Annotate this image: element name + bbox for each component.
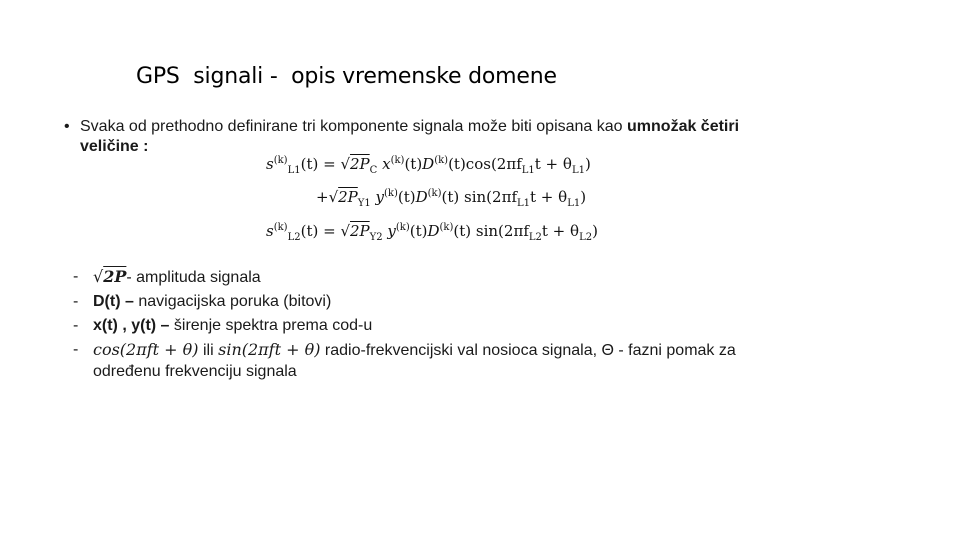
amplitude-sqrt-content: 2P bbox=[103, 267, 127, 286]
eq3-y-sup: (k) bbox=[395, 222, 410, 233]
eq3-rest: (t) sin(2πf bbox=[453, 222, 529, 240]
dash-marker: - bbox=[73, 317, 79, 334]
eq2-sqrt-sub: Y1 bbox=[357, 198, 371, 209]
navigation-term: D(t) – bbox=[93, 293, 134, 310]
carrier-text-2: određenu frekvenciju signala bbox=[93, 363, 297, 380]
eq1-f-sub: L1 bbox=[521, 165, 535, 176]
list-item-carrier bbox=[73, 339, 873, 382]
dash-marker: - bbox=[73, 293, 79, 310]
eq3-sqrt-sub: Y2 bbox=[369, 232, 383, 243]
eq3-close: ) bbox=[592, 222, 598, 240]
eq3-radical-sign: √ bbox=[340, 222, 351, 240]
eq2-close: ) bbox=[580, 188, 587, 206]
eq1-close: ) bbox=[584, 155, 591, 173]
eq1-t: (t) bbox=[404, 155, 423, 173]
eq1-sqrt-sub: C bbox=[369, 165, 378, 176]
eq1-lhs-sup: (k) bbox=[273, 155, 288, 166]
eq1-end: t + θ bbox=[534, 155, 572, 173]
spreading-term: x(t) , y(t) – bbox=[93, 317, 170, 334]
eq2-sqrt: 2P bbox=[338, 188, 358, 206]
eq2-theta-sub: L1 bbox=[567, 198, 581, 209]
eq2-rest: (t) sin(2πf bbox=[441, 188, 517, 206]
intro-bold-1: umnožak četiri bbox=[627, 118, 740, 135]
eq3-t: (t) bbox=[409, 222, 428, 240]
navigation-text: navigacijska poruka (bitovi) bbox=[133, 293, 332, 310]
intro-paragraph bbox=[64, 117, 864, 157]
eq3-theta-sub: L2 bbox=[579, 232, 593, 243]
slide-title: GPS signali - opis vremenske domene bbox=[136, 64, 557, 89]
eq1-rest: (t)cos(2πf bbox=[448, 155, 522, 173]
eq1-sqrt: 2P bbox=[350, 155, 370, 173]
eq3-D: D bbox=[427, 222, 440, 240]
eq3-f-sub: L2 bbox=[528, 232, 542, 243]
eq3-end: t + θ bbox=[541, 222, 580, 240]
intro-bold-2: veličine : bbox=[80, 138, 149, 155]
list-item-amplitude bbox=[73, 266, 873, 288]
eq2-D-sup: (k) bbox=[427, 188, 442, 199]
bullet-marker: • bbox=[64, 118, 70, 135]
intro-text: Svaka od prethodno definirane tri komponente signala može biti opisana kao bbox=[80, 118, 628, 135]
eq1-x: x bbox=[382, 155, 391, 173]
amplitude-sqrt: √2P bbox=[93, 267, 127, 286]
eq3-lhs: s bbox=[266, 222, 274, 240]
eq3-y: y bbox=[387, 222, 396, 240]
eq2-end: t + θ bbox=[530, 188, 568, 206]
eq2-y: y bbox=[375, 188, 385, 206]
carrier-sin: sin(2πft + θ) bbox=[218, 340, 321, 359]
dash-marker: - bbox=[73, 268, 79, 285]
eq3-D-sup: (k) bbox=[439, 222, 454, 233]
eq3-lhs-sub: L2 bbox=[287, 232, 301, 243]
amplitude-text: - amplituda signala bbox=[126, 269, 261, 286]
eq2-plus: + bbox=[316, 188, 329, 206]
eq2-f-sub: L1 bbox=[517, 198, 531, 209]
dash-marker: - bbox=[73, 341, 79, 358]
eq2-radical-sign: √ bbox=[328, 188, 339, 206]
eq1-lhs: s bbox=[266, 155, 274, 173]
spreading-text: širenje spektra prema cod-u bbox=[169, 317, 373, 334]
eq3-arg: (t) = bbox=[300, 222, 336, 240]
list-item-spreading bbox=[73, 315, 873, 336]
eq2-y-sup: (k) bbox=[384, 188, 398, 199]
eq3-sqrt: 2P bbox=[350, 222, 370, 240]
equation-3 bbox=[266, 222, 598, 243]
eq1-D: D bbox=[422, 155, 435, 173]
eq1-radical-sign: √ bbox=[340, 155, 351, 173]
eq1-lhs-sub: L1 bbox=[287, 165, 301, 176]
eq1-arg: (t) = bbox=[300, 155, 336, 173]
eq1-theta-sub: L1 bbox=[571, 165, 585, 176]
equation-1 bbox=[266, 155, 591, 176]
carrier-cos: cos(2πft + θ) bbox=[93, 340, 199, 359]
carrier-text: radio-frekvencijski val nosioca signala, Θ - fazni pomak za bbox=[320, 342, 736, 359]
list-item-navigation bbox=[73, 291, 873, 312]
eq1-D-sup: (k) bbox=[434, 155, 449, 166]
eq1-x-sup: (k) bbox=[390, 155, 405, 166]
definitions-list bbox=[73, 266, 873, 385]
equation-2 bbox=[316, 188, 587, 209]
carrier-ili: ili bbox=[198, 342, 219, 359]
eq2-t: (t) bbox=[397, 188, 416, 206]
eq3-lhs-sup: (k) bbox=[273, 222, 288, 233]
eq2-D: D bbox=[415, 188, 428, 206]
